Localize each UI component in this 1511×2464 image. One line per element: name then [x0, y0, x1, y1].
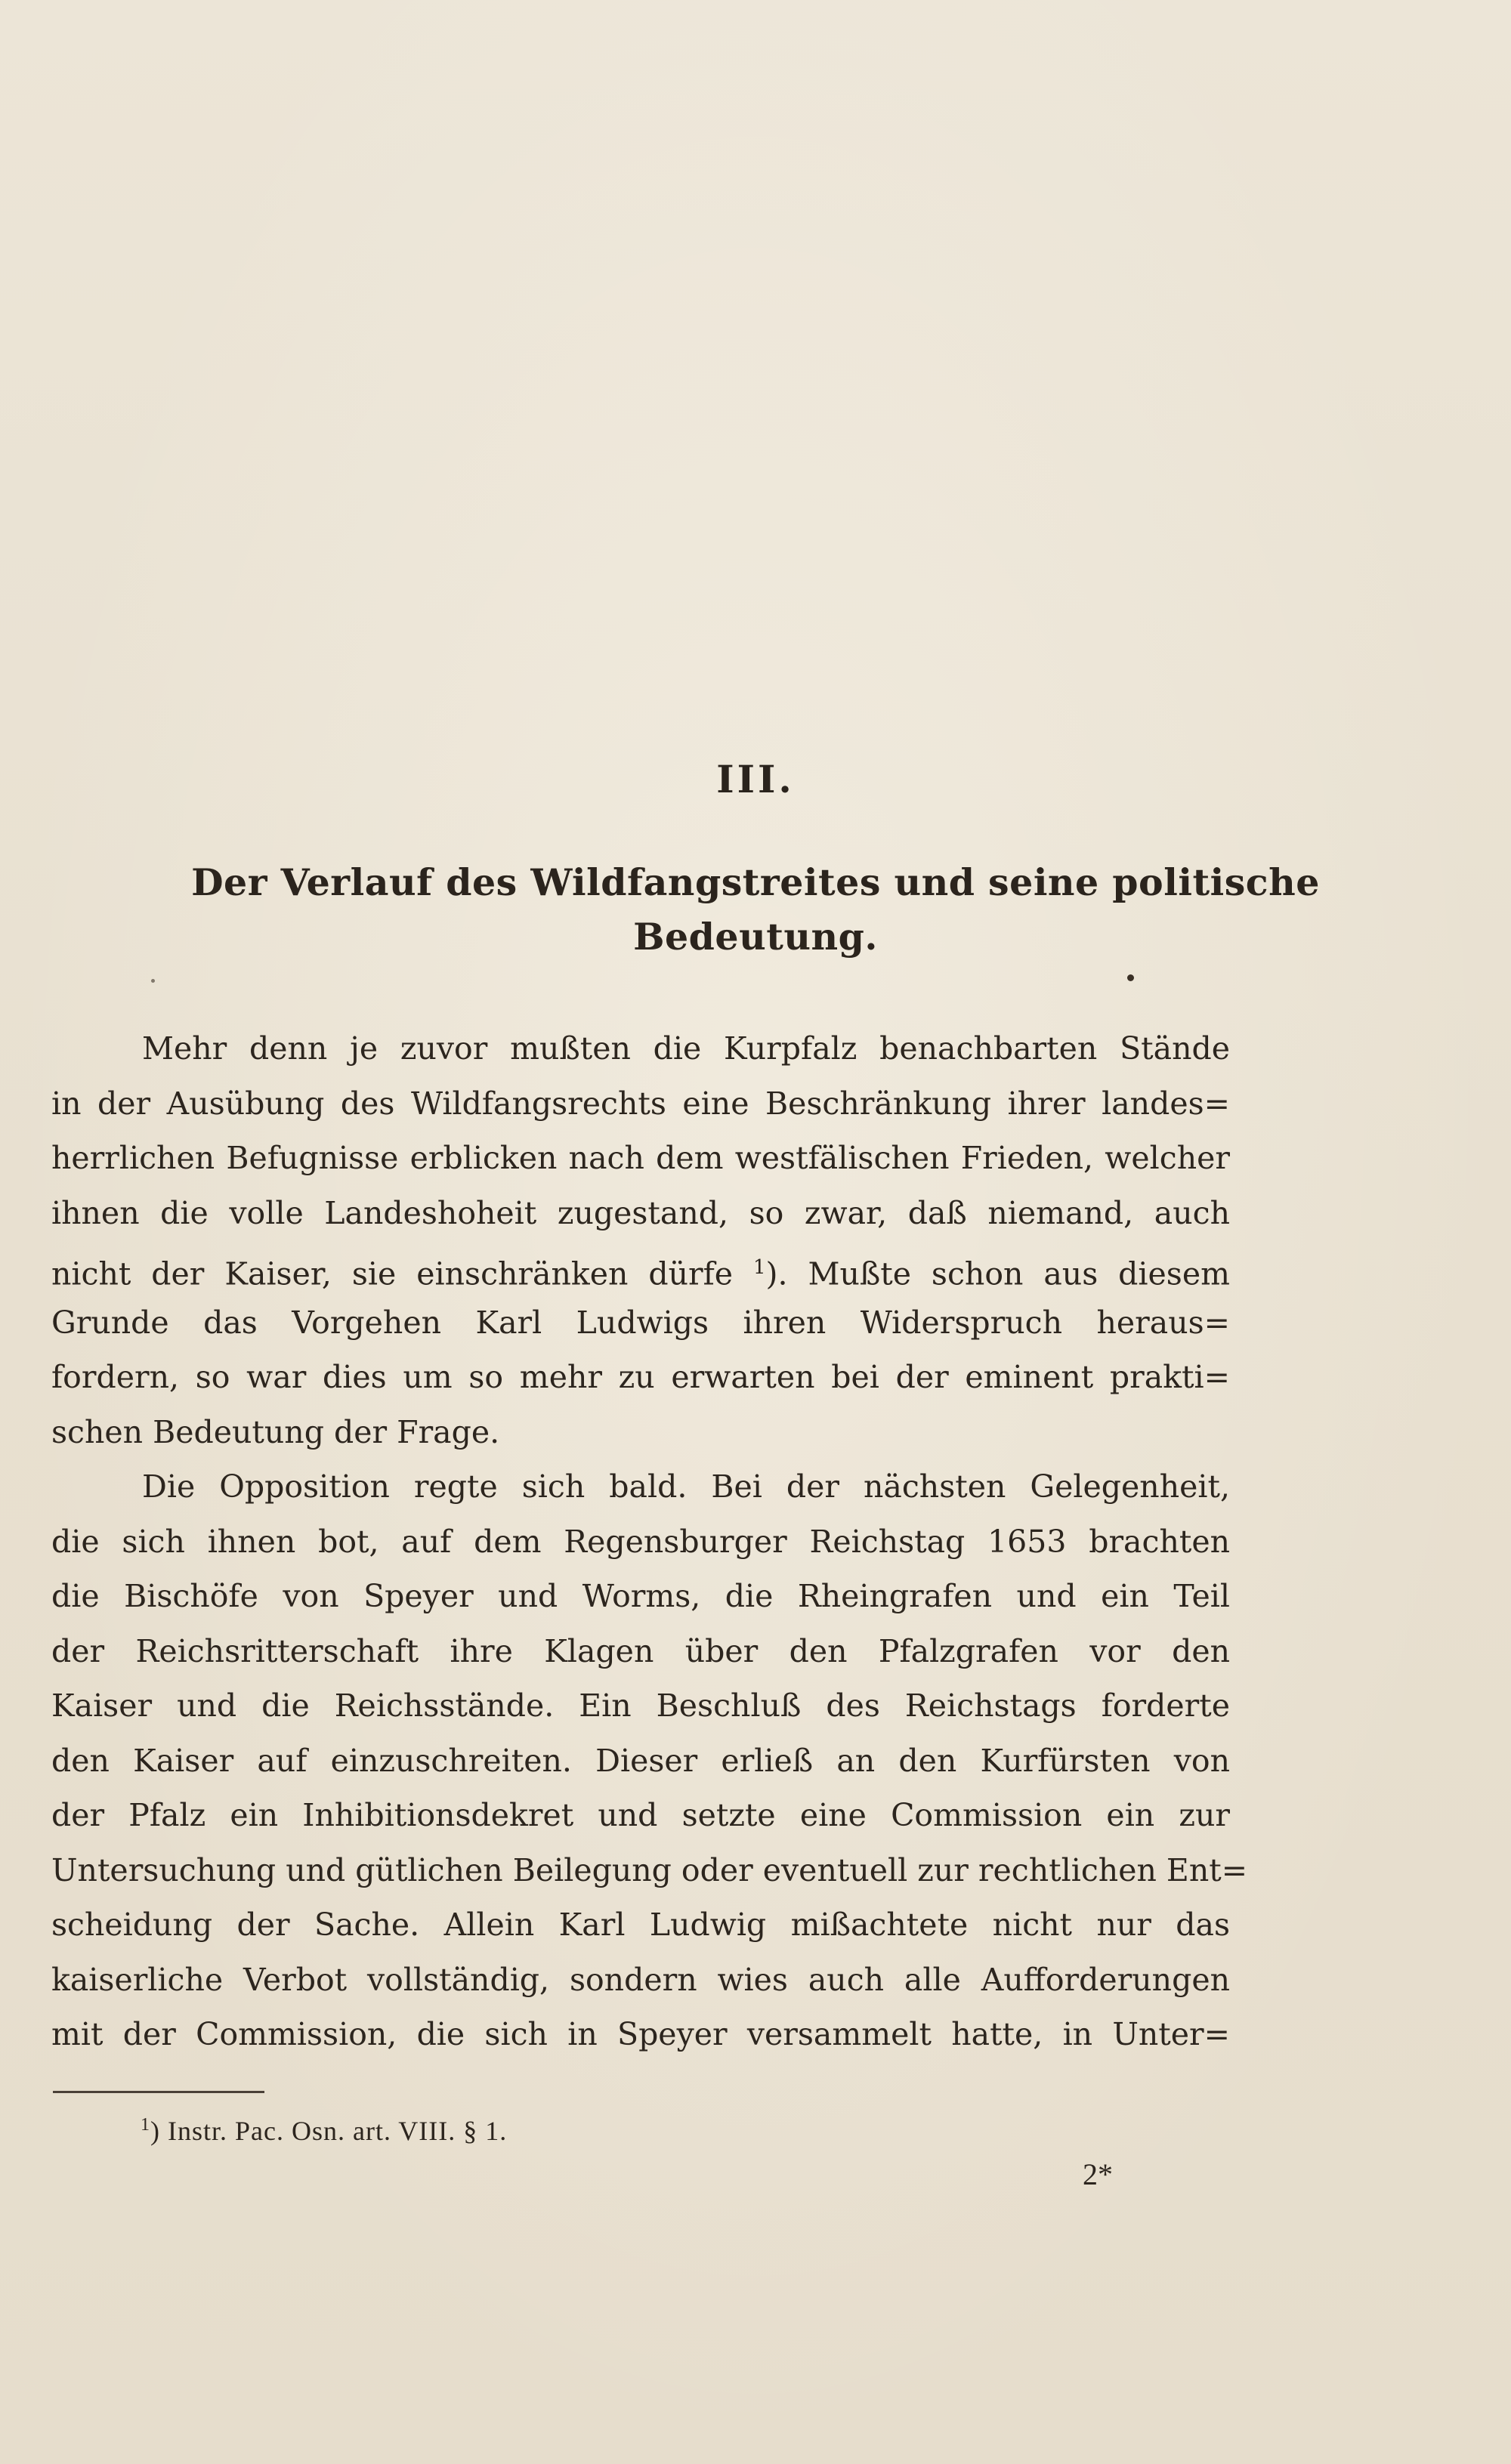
text-line: ihnen die volle Landeshoheit zugestand, so zwar, daß niemand, auch [51, 1194, 1230, 1231]
text-line: Die Opposition regte sich bald. Bei der nächsten Gelegenheit, [142, 1468, 1230, 1505]
ink-speck [151, 979, 155, 983]
footnote [141, 2115, 507, 2147]
text-line: den Kaiser auf einzuschreiten. Dieser erließ an den Kurfürsten von [51, 1742, 1230, 1779]
text-line-with-note [51, 1240, 1230, 1295]
signature-mark: 2* [1083, 2157, 1113, 2191]
text-line: die Bischöfe von Speyer und Worms, die Rheingrafen und ein Teil [51, 1578, 1230, 1614]
text-line: fordern, so war dies um so mehr zu erwarten bei der eminent prakti= [51, 1359, 1230, 1395]
text-line: herrlichen Befugnisse erblicken nach dem westfälischen Frieden, welcher [51, 1140, 1230, 1176]
text-line: der Reichsritterschaft ihre Klagen über den Pfalzgrafen vor den [51, 1632, 1230, 1669]
chapter-title-line-1: Der Verlauf des Wildfangstreites und seine politische [191, 860, 1320, 904]
text-line: die sich ihnen bot, auf dem Regensburger Reichstag 1653 brachten [51, 1523, 1230, 1560]
text-line: Grunde das Vorgehen Karl Ludwigs ihren Widerspruch heraus= [51, 1304, 1230, 1341]
text-line: Untersuchung und gütlichen Beilegung oder eventuell zur rechtlichen Ent= [51, 1851, 1248, 1888]
text-line: Kaiser und die Reichsstände. Ein Beschluß des Reichstags forderte [51, 1687, 1230, 1724]
show-through-text [45, 144, 1466, 687]
chapter-title-line-2: Bedeutung. [633, 915, 878, 959]
text-line: scheidung der Sache. Allein Karl Ludwig mißachtete nicht nur das [51, 1907, 1230, 1943]
footnote-reference: 1 [752, 1256, 766, 1279]
footnote-separator [53, 2091, 264, 2093]
chapter-title [106, 855, 1405, 964]
text-line: schen Bedeutung der Frage. [51, 1413, 500, 1450]
chapter-number: III. [716, 757, 795, 801]
footnote-marker: 1 [141, 2115, 150, 2135]
footnote-text: ) Instr. Pac. Osn. art. VIII. § 1. [150, 2116, 508, 2146]
text-line: der Pfalz ein Inhibitionsdekret und setzte eine Commission ein zur [51, 1797, 1230, 1833]
text-line-head: nicht der Kaiser, sie einschränken dürfe [51, 1255, 734, 1292]
text-line: mit der Commission, die sich in Speyer versammelt hatte, in Unter= [51, 2016, 1230, 2052]
text-line: kaiserliche Verbot vollständig, sondern wies auch alle Aufforderungen [51, 1961, 1230, 1998]
ink-speck [1127, 974, 1134, 981]
text-line: in der Ausübung des Wildfangsrechts eine Beschränkung ihrer landes= [51, 1085, 1230, 1122]
body-text [51, 1021, 1248, 2062]
text-line-tail: ). Mußte schon aus diesem [765, 1255, 1230, 1292]
text-line: Mehr denn je zuvor mußten die Kurpfalz benachbarten Stände [142, 1030, 1230, 1067]
